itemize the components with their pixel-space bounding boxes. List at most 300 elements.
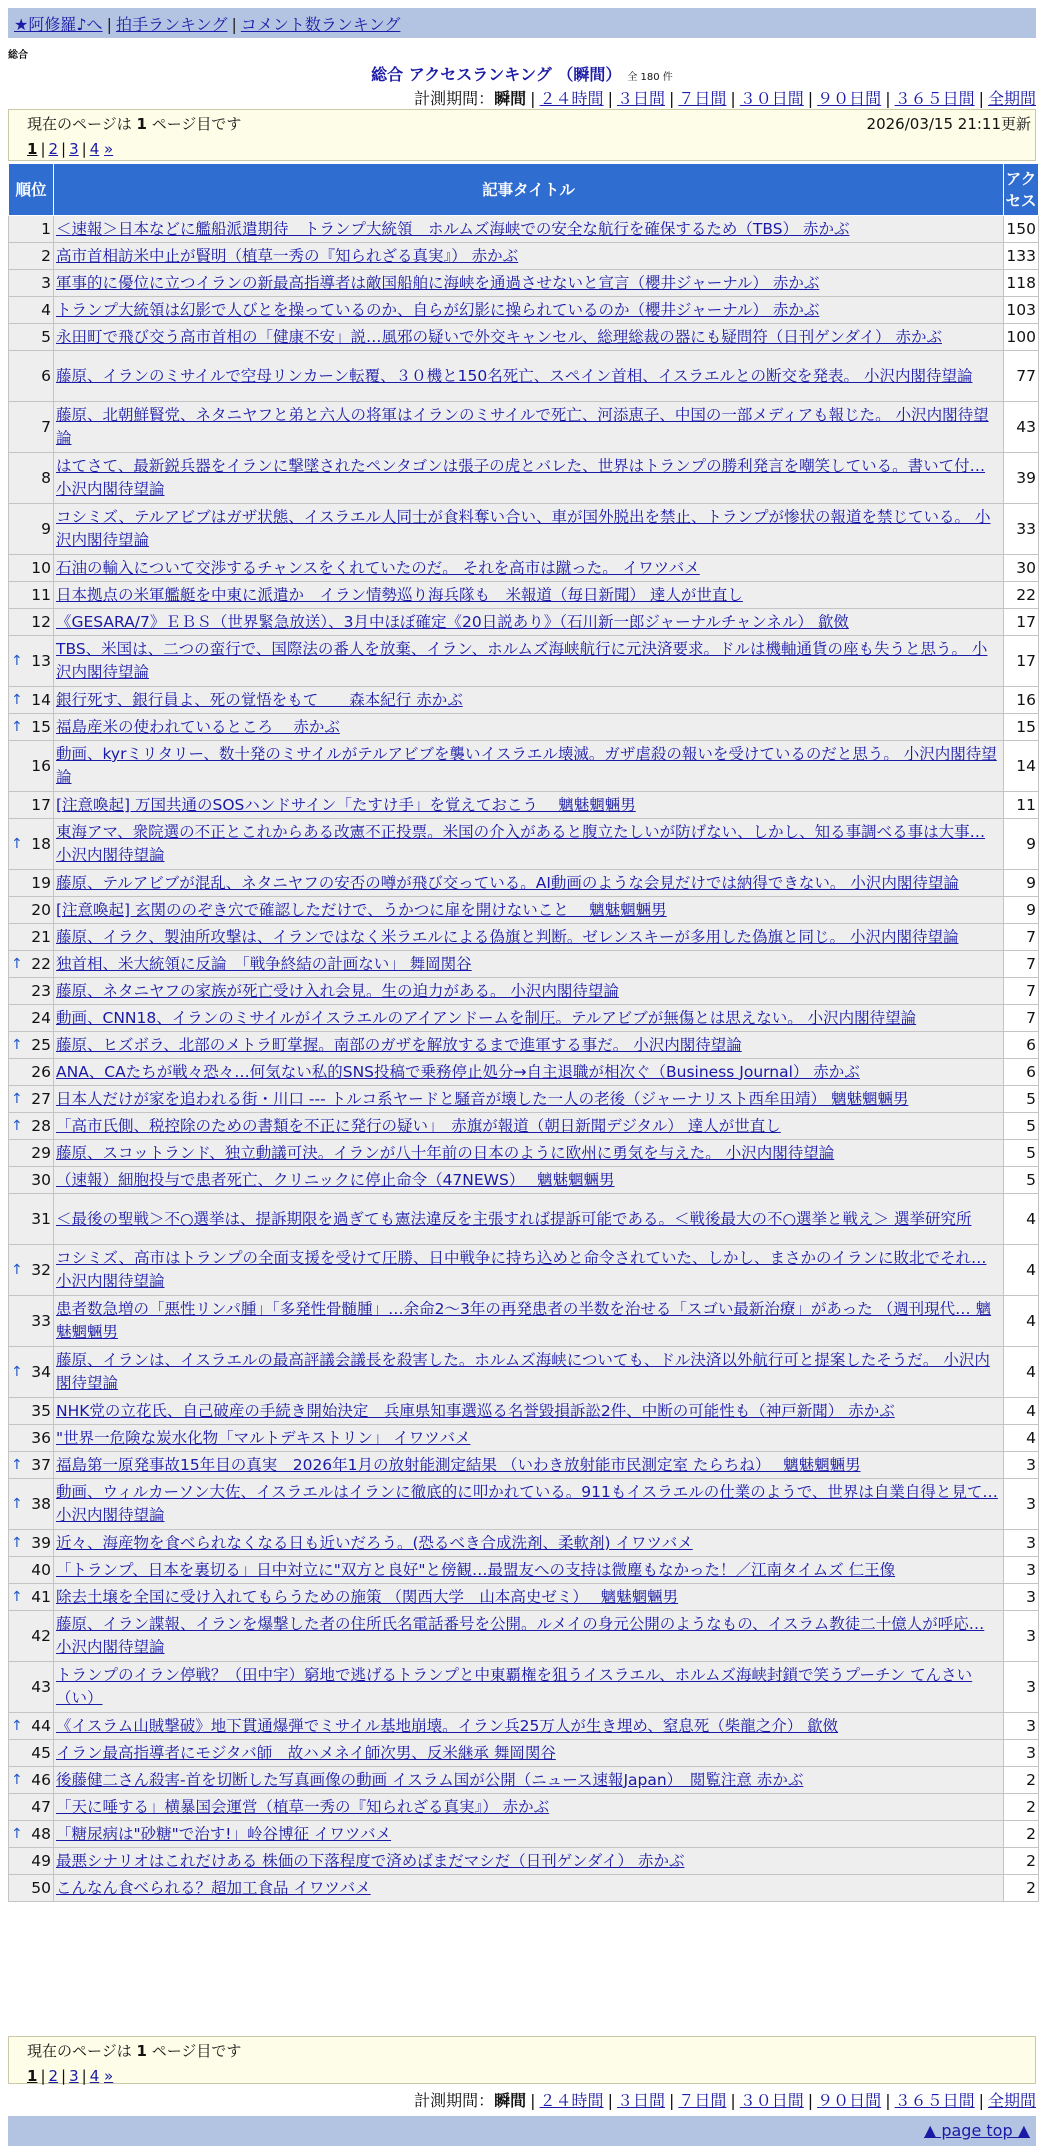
rank-number: 6 [41,366,51,385]
access-count: 4 [1004,1296,1039,1347]
rank-cell [9,1245,54,1296]
article-link[interactable]: 藤原、ヒズボラ、北部のメトラ町掌握。南部のガザを解放するまで進軍する事だ。 小沢内閣待望論 [56,1035,742,1054]
table-row [9,741,1039,792]
access-header: アクセス [1004,164,1039,216]
rank-cell [9,978,54,1005]
article-link[interactable]: 藤原、イランは、イスラエルの最高評議会議長を殺害した。ホルムズ海峡についても、ドル決済以外航行可と提案したそうだ。 小沢内閣待望論 [56,1351,990,1392]
rank-cell [9,924,54,951]
table-row [9,897,1039,924]
rank-cell [9,609,54,636]
current-page-number: 1 [136,2042,147,2060]
rank-cell [9,1611,54,1662]
footer-bar [8,2116,1036,2146]
table-row [9,1059,1039,1086]
access-count: 7 [1004,951,1039,978]
article-link[interactable]: 最悪シナリオはこれだけある 株価の下落程度で済めばまだマシだ（日刊ゲンダイ） 赤かぶ [56,1851,685,1870]
access-count: 3 [1004,1713,1039,1740]
article-link[interactable]: 軍事的に優位に立つイランの新最高指導者は敵国船舶に海峡を通過させないと宣言（櫻井ジャーナル） 赤かぶ [56,273,820,292]
rank-cell [9,582,54,609]
article-link[interactable]: ＜最後の聖戦＞不○選挙は、提訴期限を過ぎても憲法違反を主張すれば提訴可能である。＜戦後最大の不○選挙と戦え＞ 選挙研究所 [56,1209,972,1228]
access-count: 3 [1004,1452,1039,1479]
period-link[interactable]: ７日間 [678,89,727,108]
article-link[interactable]: 日本拠点の米軍艦艇を中東に派遣か イラン情勢巡り海兵隊も 米報道（毎日新聞） 達人が世直し [56,585,743,604]
rank-cell [9,1713,54,1740]
rank-cell [9,714,54,741]
access-count: 4 [1004,1425,1039,1452]
period-link[interactable]: ３６５日間 [894,2091,975,2110]
rank-number: 22 [31,954,51,973]
table-row [9,870,1039,897]
rank-cell [9,555,54,582]
rank-number: 50 [31,1878,51,1897]
access-count: 5 [1004,1113,1039,1140]
current-page-text: 現在のページは 1 ページ目です [27,2042,242,2060]
title-cell [54,297,1004,324]
rank-number: 4 [41,300,51,319]
article-link[interactable]: はてさて、最新鋭兵器をイランに撃墜されたペンタゴンは張子の虎とバレた、世界はトランプの勝利発言を嘲笑している。書いて付… 小沢内閣待望論 [56,457,986,498]
rank-number: 28 [31,1116,51,1135]
title-cell [54,1398,1004,1425]
rank-number: 17 [31,795,51,814]
article-link[interactable]: 福島第一原発事故15年目の真実 2026年1月の放射能測定結果 （いわき放射能市民測定室 たらちね） 魑魅魍魎男 [56,1455,861,1474]
article-link[interactable]: 動画、ウィルカーソン大佐、イスラエルはイランに徹底的に叩かれている。911もイスラエルの仕業のようで、世界は自業自得と見て… 小沢内閣待望論 [56,1483,998,1524]
table-row [9,1479,1039,1530]
title-cell [54,978,1004,1005]
title-cell [54,1086,1004,1113]
rank-number: 29 [31,1143,51,1162]
article-link[interactable]: 藤原、イラン諜報、イランを爆撃した者の住所氏名電話番号を公開。ルメイの身元公開のようなもの、イスラム教徒二十億人が呼応… 小沢内閣待望論 [56,1615,985,1656]
rank-up-icon: ↑ [11,1717,23,1734]
table-row [9,1611,1039,1662]
title-cell [54,402,1004,453]
table-row [9,1245,1039,1296]
article-link[interactable]: 藤原、スコットランド、独立動議可決。イランが八十年前の日本のように欧州に勇気を与えた。 小沢内閣待望論 [56,1143,835,1162]
article-link[interactable]: 藤原、ネタニヤフの家族が死亡受け入れ会見。生の迫力がある。 小沢内閣待望論 [56,981,619,1000]
article-link[interactable]: 藤原、北朝鮮賢党、ネタニヤフと弟と六人の将軍はイランのミサイルで死亡、河添恵子、中国の一部メディアも報じた。 小沢内閣待望論 [56,406,989,447]
rank-number: 42 [31,1626,51,1645]
article-link[interactable]: 患者数急増の「悪性リンパ腫」「多発性骨髄腫」…余命2～3年の再発患者の半数を治せる「スゴい最新治療」があった （週刊現代… 魑魅魍魎男 [56,1300,992,1341]
rank-number: 20 [31,900,51,919]
rank-cell [9,324,54,351]
table-row [9,1167,1039,1194]
access-count: 133 [1004,243,1039,270]
rank-cell [9,243,54,270]
table-row [9,714,1039,741]
article-link[interactable]: イラン最高指導者にモジタバ師 故ハメネイ師次男、反米継承 舞岡関谷 [56,1743,556,1762]
title-cell [54,714,1004,741]
title-cell [54,270,1004,297]
access-count: 5 [1004,1167,1039,1194]
article-link[interactable]: 《GESARA/7》ＥＢＳ（世界緊急放送）、3月中ほぼ確定《20日説あり》（石川新一郎ジャーナルチャンネル） 歙傚 [56,612,849,631]
article-link[interactable]: 《イスラム山賊撃破》地下貫通爆弾でミサイル基地崩壊。イラン兵25万人が生き埋め、窒息死（柴龍之介） 歙傚 [56,1716,839,1735]
rank-number: 9 [41,519,51,538]
table-row [9,216,1039,243]
page-top-link[interactable]: ▲ page top ▲ [923,2121,1030,2140]
rank-up-icon: ↑ [11,1261,23,1278]
access-count: 5 [1004,1140,1039,1167]
page-current: 1 [27,2067,38,2085]
title-cell [54,1848,1004,1875]
article-link[interactable]: 福島産米の使われているところ 赤かぶ [56,717,340,736]
rank-number: 24 [31,1008,51,1027]
page-link[interactable]: 4 [89,140,100,158]
rank-up-icon: ↑ [11,1495,23,1512]
page-title [0,62,1044,85]
table-row [9,951,1039,978]
title-cell [54,1794,1004,1821]
access-count: 150 [1004,216,1039,243]
rank-cell [9,504,54,555]
rank-up-icon: ↑ [11,1117,23,1134]
article-link[interactable]: 永田町で飛び交う高市首相の「健康不安」説…風邪の疑いで外交キャンセル、総理総裁の器にも疑問符（日刊ゲンダイ） 赤かぶ [56,327,942,346]
access-count: 2 [1004,1821,1039,1848]
access-count: 3 [1004,1611,1039,1662]
table-row [9,504,1039,555]
rank-cell [9,1821,54,1848]
article-link[interactable]: ＜速報＞日本などに艦船派遣期待 トランプ大統領 ホルムズ海峡での安全な航行を確保するため（TBS） 赤かぶ [56,219,850,238]
article-link[interactable]: TBS、米国は、二つの蛮行で、国際法の番人を放棄、イラン、ホルムズ海峡航行に元決済要求。ドルは機軸通貨の座も失うと思う。 小沢内閣待望論 [56,640,988,681]
table-row [9,609,1039,636]
title-cell [54,1452,1004,1479]
article-link[interactable]: コシミズ、高市はトランプの全面支援を受けて圧勝、日中戦争に持ち込めと命令されていた、しかし、まさかのイランに敗北でそれ… 小沢内閣待望論 [56,1249,987,1290]
article-link[interactable]: 「天に唾する」横暴国会運営（植草一秀の『知られざる真実』） 赤かぶ [56,1797,550,1816]
title-cell [54,1557,1004,1584]
rank-cell [9,687,54,714]
table-row [9,1557,1039,1584]
access-count: 6 [1004,1059,1039,1086]
next-page-link[interactable]: » [104,140,114,158]
rank-number: 47 [31,1797,51,1816]
ranking-title: 総合 アクセスランキング （瞬間） [371,65,622,84]
article-link[interactable]: トランプ大統領は幻影で人びとを操っているのか、自らが幻影に操られているのか（櫻井ジャーナル） 赤かぶ [56,300,820,319]
table-row [9,1398,1039,1425]
rank-cell [9,1296,54,1347]
article-link[interactable]: [注意喚起] 玄関ののぞき穴で確認しただけで、うかつに扉を開けないこと 魑魅魍魎男 [56,900,667,919]
table-row [9,1662,1039,1713]
table-row [9,243,1039,270]
title-cell [54,1530,1004,1557]
period-link[interactable]: ７日間 [678,2091,727,2110]
access-count: 2 [1004,1875,1039,1902]
rank-number: 11 [31,585,51,604]
rank-up-icon: ↑ [11,652,23,669]
access-count: 3 [1004,1479,1039,1530]
page-link[interactable]: 3 [69,2067,79,2085]
title-cell [54,504,1004,555]
period-link[interactable]: ３０日間 [739,89,804,108]
rank-number: 19 [31,873,51,892]
article-link[interactable]: 藤原、イランのミサイルで空母リンカーン転覆、３０機と150名死亡、スペイン首相、イスラエルとの断交を発表。 小沢内閣待望論 [56,366,973,385]
rank-number: 43 [31,1677,51,1696]
rank-number: 8 [41,468,51,487]
table-row [9,1194,1039,1245]
period-link[interactable]: ３０日間 [739,2091,804,2110]
access-count: 9 [1004,870,1039,897]
rank-cell [9,1005,54,1032]
rank-number: 32 [31,1260,51,1279]
rank-number: 18 [31,834,51,853]
title-cell [54,1713,1004,1740]
rank-number: 49 [31,1851,51,1870]
rank-number: 16 [31,756,51,775]
rank-cell [9,351,54,402]
rank-number: 27 [31,1089,51,1108]
rank-cell [9,1032,54,1059]
table-row [9,1452,1039,1479]
rank-cell [9,636,54,687]
title-cell [54,741,1004,792]
category-label: 総合 [8,50,28,61]
article-link[interactable]: トランプのイラン停戦？（田中宇）窮地で逃げるトランプと中東覇権を狙うイスラエル、ホルムズ海峡封鎖で笑うプーチン てんさい（い） [56,1666,973,1707]
page-link[interactable]: 2 [48,2067,59,2085]
access-count: 4 [1004,1398,1039,1425]
period-link[interactable]: 全期間 [987,2091,1036,2110]
rank-up-icon: ↑ [11,1771,23,1788]
access-count: 43 [1004,402,1039,453]
rank-number: 38 [31,1494,51,1513]
title-cell [54,870,1004,897]
article-link[interactable]: （速報）細胞投与で患者死亡、クリニックに停止命令（47NEWS） 魑魅魍魎男 [56,1170,615,1189]
access-count: 4 [1004,1245,1039,1296]
table-row [9,819,1039,870]
rank-cell [9,792,54,819]
rank-number: 25 [31,1035,51,1054]
title-cell [54,1584,1004,1611]
period-link[interactable]: 全期間 [987,89,1036,108]
rank-cell [9,1740,54,1767]
title-cell [54,1167,1004,1194]
access-count: 39 [1004,453,1039,504]
period-current: 瞬間 [494,2091,527,2110]
article-link[interactable]: こんなん食べられる？超加工食品 イワツバメ [56,1878,371,1897]
table-row [9,1296,1039,1347]
rank-cell [9,897,54,924]
period-link[interactable]: ３日間 [616,2091,665,2110]
table-row [9,1347,1039,1398]
pagination: 1 | 2 | 3 | 4 » [27,2067,114,2085]
rank-cell [9,1794,54,1821]
rank-number: 26 [31,1062,51,1081]
article-link[interactable]: ANA、CAたちが戦々恐々…何気ない私的SNS投稿で乗務停止処分→自主退職が相次ぐ（Business Journal） 赤かぶ [56,1062,860,1081]
rank-cell [9,1059,54,1086]
next-page-link[interactable]: » [104,2067,114,2085]
rank-number: 14 [31,690,51,709]
rank-header: 順位 [9,164,54,216]
table-row [9,792,1039,819]
rank-number: 46 [31,1770,51,1789]
access-count: 3 [1004,1662,1039,1713]
rank-cell [9,1479,54,1530]
updated-time: 2026/03/15 21:11更新 [866,115,1031,133]
table-row [9,297,1039,324]
access-count: 3 [1004,1530,1039,1557]
title-cell [54,555,1004,582]
rank-cell [9,453,54,504]
access-count: 4 [1004,1194,1039,1245]
access-count: 2 [1004,1794,1039,1821]
rank-cell [9,1167,54,1194]
rank-up-icon: ↑ [11,1363,23,1380]
access-count: 118 [1004,270,1039,297]
rank-number: 37 [31,1455,51,1474]
rank-up-icon: ↑ [11,1036,23,1053]
title-cell [54,1113,1004,1140]
current-page-number: 1 [136,115,147,133]
rank-number: 45 [31,1743,51,1762]
title-cell [54,1194,1004,1245]
page-info-top [8,109,1036,161]
access-count: 30 [1004,555,1039,582]
period-label: 計測期間： [414,89,495,108]
title-cell [54,216,1004,243]
article-link[interactable]: 藤原、イラク、製油所攻撃は、イランではなく米ラエルによる偽旗と判断。ゼレンスキーが多用した偽旗と同じ。 小沢内閣待望論 [56,927,959,946]
article-link[interactable]: 東海アマ、衆院選の不正とこれからある改憲不正投票。米国の介入があると腹立たしいが防げない、しかし、知る事調べる事は大事… 小沢内閣待望論 [56,823,986,864]
table-row [9,636,1039,687]
title-cell [54,819,1004,870]
period-selector-bottom: 計測期間：瞬間 | ２４時間 | ３日間 | ７日間 | ３０日間 | ９０日間 | ３６５日間 | 全期間 [414,2091,1036,2110]
title-cell [54,1032,1004,1059]
page-link[interactable]: 3 [69,140,79,158]
title-cell [54,324,1004,351]
article-link[interactable]: 「高市氏側、税控除のための書類を不正に発行の疑い」 赤旗が報道（朝日新聞デジタル） 達人が世直し [56,1116,781,1135]
table-row [9,555,1039,582]
access-count: 2 [1004,1848,1039,1875]
access-count: 5 [1004,1086,1039,1113]
access-count: 22 [1004,582,1039,609]
title-cell [54,1347,1004,1398]
rank-cell [9,1452,54,1479]
rank-cell [9,1662,54,1713]
article-link[interactable]: 動画、kyrミリタリー、数十発のミサイルがテルアビブを襲いイスラエル壊滅。ガザ虐殺の報いを受けているのだと思う。 小沢内閣待望論 [56,745,997,786]
rank-number: 34 [31,1362,51,1381]
rank-number: 36 [31,1428,51,1447]
access-count: 11 [1004,792,1039,819]
rank-number: 33 [31,1311,51,1330]
title-cell [54,1059,1004,1086]
rank-number: 48 [31,1824,51,1843]
title-cell [54,687,1004,714]
article-link[interactable]: "世界一危険な炭水化物「マルトデキストリン」 イワツバメ [56,1428,471,1447]
rank-number: 15 [31,717,51,736]
table-row [9,1425,1039,1452]
clap-ranking-link[interactable]: 拍手ランキング [115,15,228,34]
rank-cell [9,297,54,324]
article-link[interactable]: 「トランプ、日本を裏切る」日中対立に"双方と良好"と傍観…最盟友への支持は微塵もなかった！／江南タイムズ 仁王像 [56,1560,896,1579]
page-link[interactable]: 2 [48,140,59,158]
comment-ranking-link[interactable]: コメント数ランキング [240,15,401,34]
rank-number: 40 [31,1560,51,1579]
access-count: 17 [1004,636,1039,687]
article-link[interactable]: 動画、CNN18、イランのミサイルがイスラエルのアイアンドームを制圧。テルアビブが無傷とは思えない。 小沢内閣待望論 [56,1008,917,1027]
rank-number: 13 [31,651,51,670]
table-row [9,1005,1039,1032]
rank-cell [9,402,54,453]
article-link[interactable]: NHK党の立花氏、自己破産の手続き開始決定 兵庫県知事選巡る名誉毀損訴訟2件、中断の可能性も（神戸新聞） 赤かぶ [56,1401,895,1420]
rank-up-icon: ↑ [11,1588,23,1605]
rank-cell [9,270,54,297]
rank-cell [9,1194,54,1245]
table-row [9,1821,1039,1848]
title-cell [54,1005,1004,1032]
article-link[interactable]: 独首相、米大統領に反論 「戦争終結の計画ない」 舞岡関谷 [56,954,472,973]
table-row [9,1086,1039,1113]
ranking-table [8,163,1039,1902]
title-header: 記事タイトル [54,164,1004,216]
current-page-text: 現在のページは 1 ページ目です [27,115,242,133]
rank-cell [9,870,54,897]
period-link[interactable]: ９０日間 [817,89,882,108]
table-row [9,1848,1039,1875]
article-link[interactable]: [注意喚起] 万国共通のSOSハンドサイン「たすけ手」を覚えておこう 魑魅魍魎男 [56,795,636,814]
article-link[interactable]: 除去土壌を全国に受け入れてもらうための施策 （関西大学 山本高史ゼミ） 魑魅魍魎男 [56,1587,679,1606]
title-cell [54,1245,1004,1296]
rank-cell [9,1875,54,1902]
home-link[interactable]: ★阿修羅♪へ [14,15,103,34]
article-link[interactable]: コシミズ、テルアビブはガザ状態、イスラエル人同士が食料奪い合い、車が国外脱出を禁止、トランプが惨状の報道を禁じている。 小沢内閣待望論 [56,508,991,549]
title-cell [54,1140,1004,1167]
article-link[interactable]: 「糖尿病は"砂糖"で治す!」岭谷博征 イワツバメ [56,1824,392,1843]
article-link[interactable]: 後藤健二さん殺害-首を切断した写真画像の動画 イスラム国が公開（ニュース速報Japan） 閲覧注意 赤かぶ [56,1770,804,1789]
title-cell [54,792,1004,819]
rank-number: 35 [31,1401,51,1420]
total-count: 全 180 件 [627,72,673,83]
rank-number: 1 [41,219,51,238]
title-cell [54,1425,1004,1452]
article-link[interactable]: 藤原、テルアビブが混乱、ネタニヤフの安否の噂が飛び交っている。AI動画のような会見だけでは納得できない。 小沢内閣待望論 [56,873,959,892]
access-count: 2 [1004,1767,1039,1794]
article-link[interactable]: 近々、海産物を食べられなくなる日も近いだろう。(恐るべき合成洗剤、柔軟剤) イワツバメ [56,1533,693,1552]
access-count: 7 [1004,924,1039,951]
rank-up-icon: ↑ [11,835,23,852]
article-link[interactable]: 日本人だけが家を追われる街・川口 --- トルコ系ヤードと騒音が壊した一人の老後（ジャーナリスト西牟田靖） 魑魅魍魎男 [56,1089,909,1108]
title-cell [54,243,1004,270]
table-row [9,1584,1039,1611]
access-count: 7 [1004,1005,1039,1032]
top-nav-bar: ★阿修羅♪へ | 拍手ランキング | コメント数ランキング [8,8,1036,38]
table-row [9,402,1039,453]
page-current: 1 [27,140,38,158]
rank-cell [9,1848,54,1875]
rank-up-icon: ↑ [11,718,23,735]
period-link[interactable]: ３６５日間 [894,89,975,108]
rank-number: 7 [41,417,51,436]
page-info-bottom [8,2036,1036,2084]
article-link[interactable]: 石油の輸入について交渉するチャンスをくれていたのだ。 それを高市は蹴った。 イワツバメ [56,558,700,577]
page-link[interactable]: 4 [89,2067,100,2085]
rank-number: 23 [31,981,51,1000]
title-cell [54,924,1004,951]
table-row [9,1740,1039,1767]
rank-number: 10 [31,558,51,577]
period-link[interactable]: ２４時間 [539,89,604,108]
title-cell [54,351,1004,402]
article-link[interactable]: 銀行死す、銀行員よ、死の覚悟をもて 森本紀行 赤かぶ [56,690,463,709]
title-cell [54,1875,1004,1902]
article-link[interactable]: 高市首相訪米中止が賢明（植草一秀の『知られざる真実』） 赤かぶ [56,246,519,265]
table-row [9,1113,1039,1140]
table-row [9,924,1039,951]
access-count: 33 [1004,504,1039,555]
title-cell [54,453,1004,504]
period-link[interactable]: ２４時間 [539,2091,604,2110]
rank-number: 44 [31,1716,51,1735]
period-link[interactable]: ３日間 [616,89,665,108]
rank-up-icon: ↑ [11,1090,23,1107]
title-cell [54,609,1004,636]
period-link[interactable]: ９０日間 [817,2091,882,2110]
rank-number: 5 [41,327,51,346]
access-count: 15 [1004,714,1039,741]
